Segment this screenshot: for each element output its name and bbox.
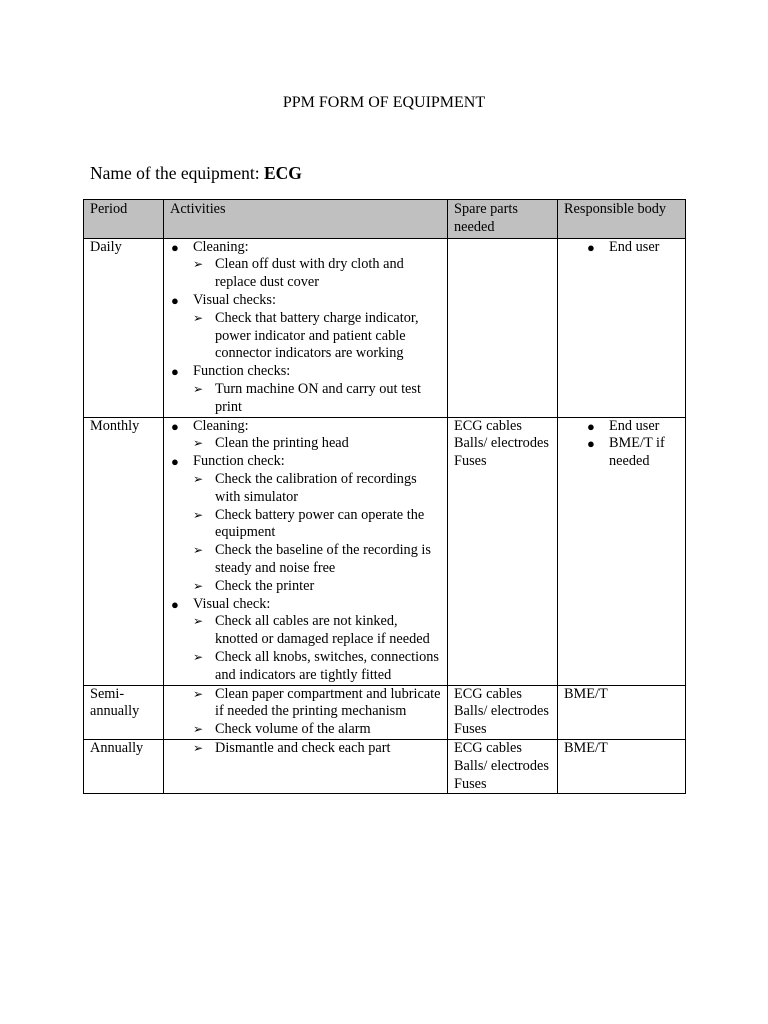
table-body <box>84 238 686 794</box>
bullet-icon: ● <box>171 454 179 470</box>
activity-item <box>170 613 441 649</box>
responsible-item <box>564 418 679 436</box>
responsible-cell <box>558 417 686 685</box>
period-cell: Annually <box>84 739 164 793</box>
activity-item-text: Dismantle and check each part <box>215 739 391 756</box>
spare-part-item: Balls/ electrodes <box>454 757 549 774</box>
activity-item-text: Check battery power can operate the equipment <box>215 506 425 541</box>
arrow-bullet-icon: ➢ <box>193 471 204 486</box>
bullet-icon: ● <box>587 418 595 434</box>
activity-item-text: Check all knobs, switches, connections and indicators are tightly fitted <box>215 648 439 683</box>
equipment-name-line <box>90 163 302 184</box>
period-cell: Daily <box>84 238 164 417</box>
spare-part-item: Balls/ electrodes <box>454 435 549 452</box>
activity-item-text: Clean the printing head <box>215 435 349 452</box>
activities-cell <box>164 739 448 793</box>
spare-part-item: Balls/ electrodes <box>454 703 549 720</box>
activities-cell <box>164 417 448 685</box>
arrow-bullet-icon: ➢ <box>193 722 204 737</box>
responsible-cell <box>558 238 686 417</box>
activity-item-text: Clean off dust with dry cloth and replace dust cover <box>215 256 404 291</box>
activity-item-text: Check that battery charge indicator, power indicator and patient cable connector indicators are working <box>215 309 419 362</box>
activity-group-text: Visual check: <box>193 595 271 612</box>
header-period: Period <box>84 200 164 239</box>
equipment-name-label: Name of the equipment: <box>90 163 264 183</box>
period-cell: Monthly <box>84 417 164 685</box>
arrow-bullet-icon: ➢ <box>193 543 204 558</box>
activity-item <box>170 310 441 363</box>
responsible-item <box>564 239 679 257</box>
activity-group-text: Function checks: <box>193 363 291 380</box>
spare-parts-cell <box>448 739 558 793</box>
activity-group-label <box>170 418 441 436</box>
responsible-item <box>564 435 679 471</box>
bullet-icon: ● <box>171 292 179 308</box>
activity-item-text: Turn machine ON and carry out test print <box>215 380 421 415</box>
spare-parts-cell <box>448 238 558 417</box>
bullet-icon: ● <box>171 239 179 255</box>
responsible-text: BME/T if needed <box>609 435 665 470</box>
arrow-bullet-icon: ➢ <box>193 507 204 522</box>
activity-group-text: Function check: <box>193 453 285 470</box>
activity-item <box>170 542 441 578</box>
arrow-bullet-icon: ➢ <box>193 614 204 629</box>
activities-cell <box>164 685 448 739</box>
arrow-bullet-icon: ➢ <box>193 686 204 701</box>
arrow-bullet-icon: ➢ <box>193 310 204 325</box>
header-responsible-body: Responsible body <box>558 200 686 239</box>
arrow-bullet-icon: ➢ <box>193 436 204 451</box>
activity-item-text: Check the baseline of the recording is steady and noise free <box>215 542 431 576</box>
activity-group-label <box>170 292 441 310</box>
arrow-bullet-icon: ➢ <box>193 257 204 272</box>
responsible-text: End user <box>609 238 660 255</box>
responsible-text: End user <box>609 417 660 434</box>
arrow-bullet-icon: ➢ <box>193 381 204 396</box>
spare-part-item: Fuses <box>454 775 487 792</box>
table-row <box>84 238 686 417</box>
activities-cell <box>164 238 448 417</box>
bullet-icon: ● <box>587 436 595 452</box>
activity-item <box>170 721 441 739</box>
activity-item <box>170 381 441 417</box>
activity-item-text: Check volume of the alarm <box>215 721 371 738</box>
spare-part-item: Fuses <box>454 721 487 738</box>
table-row <box>84 685 686 739</box>
activity-item-text: Clean paper compartment and lubricate if needed the printing mechanism <box>215 685 441 720</box>
activity-item <box>170 686 441 722</box>
document-title: PPM FORM OF EQUIPMENT <box>282 94 486 111</box>
arrow-bullet-icon: ➢ <box>193 578 204 593</box>
spare-part-item: ECG cables <box>454 417 522 434</box>
spare-parts-cell <box>448 417 558 685</box>
ppm-table <box>83 199 686 794</box>
header-spare-parts: Spare parts needed <box>448 200 558 239</box>
activity-group-label <box>170 239 441 257</box>
bullet-icon: ● <box>587 239 595 255</box>
activity-group-text: Cleaning: <box>193 417 249 434</box>
activity-item-text: Check the printer <box>215 577 315 594</box>
activity-group-label <box>170 363 441 381</box>
activity-item-text: Check all cables are not kinked, knotted or damaged replace if needed <box>215 613 430 648</box>
spare-part-item: ECG cables <box>454 739 522 756</box>
responsible-cell: BME/T <box>558 739 686 793</box>
period-cell: Semi-annually <box>84 685 164 739</box>
table-header-row <box>84 200 686 239</box>
activity-item <box>170 507 441 543</box>
arrow-bullet-icon: ➢ <box>193 649 204 664</box>
arrow-bullet-icon: ➢ <box>193 740 204 755</box>
activity-item <box>170 578 441 596</box>
spare-part-item: ECG cables <box>454 685 522 702</box>
spare-parts-cell <box>448 685 558 739</box>
bullet-icon: ● <box>171 364 179 380</box>
table-row <box>84 417 686 685</box>
equipment-name-value: ECG <box>263 163 302 183</box>
bullet-icon: ● <box>171 596 179 612</box>
activity-item <box>170 740 441 758</box>
bullet-icon: ● <box>171 418 179 434</box>
activity-group-label <box>170 596 441 614</box>
activity-group-text: Cleaning: <box>193 238 249 255</box>
activity-item-text: Check the calibration of recordings with simulator <box>215 470 417 505</box>
spare-part-item: Fuses <box>454 453 487 470</box>
table-row <box>84 739 686 793</box>
header-activities: Activities <box>164 200 448 239</box>
activity-group-text: Visual checks: <box>193 291 276 308</box>
activity-group-label <box>170 453 441 471</box>
activity-item <box>170 649 441 685</box>
activity-item <box>170 471 441 507</box>
activity-item <box>170 256 441 292</box>
responsible-cell: BME/T <box>558 685 686 739</box>
activity-item <box>170 435 441 453</box>
